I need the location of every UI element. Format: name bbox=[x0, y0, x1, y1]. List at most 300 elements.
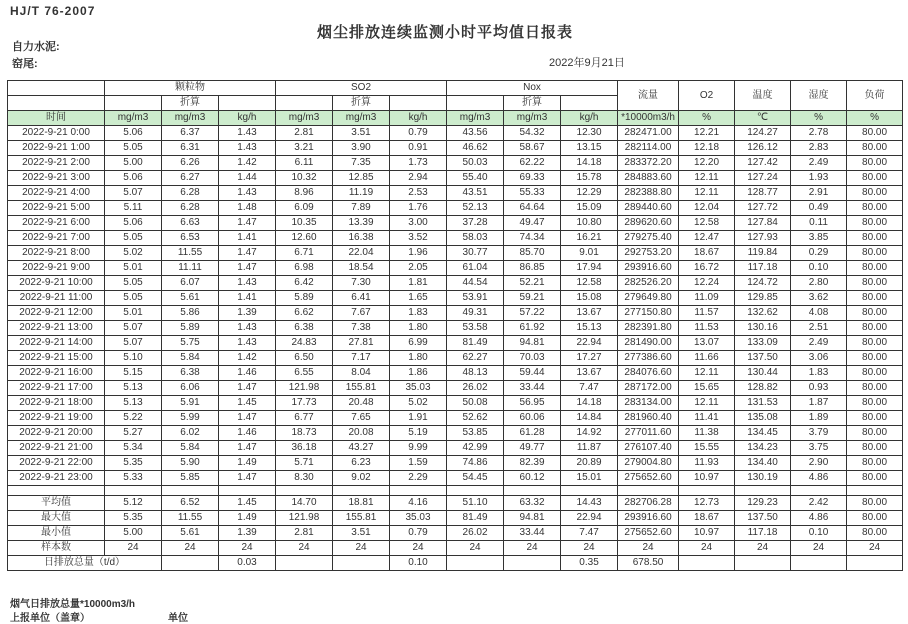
value-cell: 277386.60 bbox=[618, 351, 679, 366]
value-cell: 24 bbox=[390, 541, 447, 556]
spacer-cell bbox=[219, 486, 276, 496]
value-cell: 12.11 bbox=[679, 171, 735, 186]
value-cell: 121.98 bbox=[276, 381, 333, 396]
value-cell: 5.06 bbox=[105, 171, 162, 186]
value-cell: 1.87 bbox=[791, 396, 847, 411]
value-cell: 129.85 bbox=[735, 291, 791, 306]
value-cell: 8.30 bbox=[276, 471, 333, 486]
value-cell: 10.35 bbox=[276, 216, 333, 231]
value-cell: 5.07 bbox=[105, 186, 162, 201]
value-cell: 1.89 bbox=[791, 411, 847, 426]
value-cell: 14.70 bbox=[276, 496, 333, 511]
value-cell: 6.42 bbox=[276, 276, 333, 291]
value-cell: 15.55 bbox=[679, 441, 735, 456]
flue-gas-total-label: 烟气日排放总量*10000m3/h bbox=[10, 599, 136, 610]
value-cell: 3.51 bbox=[333, 526, 390, 541]
time-cell: 2022-9-21 6:00 bbox=[8, 216, 105, 231]
table-row bbox=[8, 246, 903, 261]
value-cell: 5.07 bbox=[105, 321, 162, 336]
table-row bbox=[8, 186, 903, 201]
value-cell: 94.81 bbox=[504, 511, 561, 526]
value-cell: 0.03 bbox=[219, 556, 276, 571]
value-cell: 80.00 bbox=[847, 351, 903, 366]
value-cell: 6.41 bbox=[333, 291, 390, 306]
time-cell: 2022-9-21 19:00 bbox=[8, 411, 105, 426]
time-cell: 2022-9-21 4:00 bbox=[8, 186, 105, 201]
value-cell: 1.43 bbox=[219, 186, 276, 201]
value-cell: 282391.80 bbox=[618, 321, 679, 336]
table-row bbox=[8, 336, 903, 351]
value-cell: 1.80 bbox=[390, 321, 447, 336]
value-cell: 282114.00 bbox=[618, 141, 679, 156]
value-cell: 5.89 bbox=[162, 321, 219, 336]
value-cell: 22.94 bbox=[561, 336, 618, 351]
time-cell: 2022-9-21 2:00 bbox=[8, 156, 105, 171]
value-cell: 3.51 bbox=[333, 126, 390, 141]
value-cell: 1.83 bbox=[791, 366, 847, 381]
value-cell: 80.00 bbox=[847, 396, 903, 411]
value-cell: 2.49 bbox=[791, 156, 847, 171]
value-cell: 13.39 bbox=[333, 216, 390, 231]
time-cell: 2022-9-21 8:00 bbox=[8, 246, 105, 261]
time-cell: 2022-9-21 1:00 bbox=[8, 141, 105, 156]
value-cell: 282388.80 bbox=[618, 186, 679, 201]
value-cell: 12.73 bbox=[679, 496, 735, 511]
value-cell: 5.35 bbox=[105, 456, 162, 471]
value-cell: 2.81 bbox=[276, 126, 333, 141]
time-cell: 2022-9-21 5:00 bbox=[8, 201, 105, 216]
value-cell: 6.09 bbox=[276, 201, 333, 216]
value-cell: 5.75 bbox=[162, 336, 219, 351]
value-cell: 80.00 bbox=[847, 291, 903, 306]
unit-label: 单位 bbox=[168, 613, 188, 624]
value-cell: 5.10 bbox=[105, 351, 162, 366]
value-cell: 43.27 bbox=[333, 441, 390, 456]
unit-header: kg/h bbox=[219, 111, 276, 126]
value-cell: 2.90 bbox=[791, 456, 847, 471]
value-cell: 43.51 bbox=[447, 186, 504, 201]
value-cell: 3.79 bbox=[791, 426, 847, 441]
value-cell: 0.79 bbox=[390, 526, 447, 541]
table-row bbox=[8, 351, 903, 366]
value-cell: 80.00 bbox=[847, 336, 903, 351]
value-cell: 6.71 bbox=[276, 246, 333, 261]
value-cell: 6.26 bbox=[162, 156, 219, 171]
value-cell: 5.05 bbox=[105, 291, 162, 306]
value-cell: 11.09 bbox=[679, 291, 735, 306]
unit-header: mg/m3 bbox=[333, 111, 390, 126]
value-cell: 1.44 bbox=[219, 171, 276, 186]
table-row bbox=[8, 216, 903, 231]
spacer-cell bbox=[8, 486, 105, 496]
table-header bbox=[8, 81, 903, 111]
value-cell: 10.80 bbox=[561, 216, 618, 231]
summary-row bbox=[8, 526, 903, 541]
value-cell: 5.22 bbox=[105, 411, 162, 426]
value-cell: 5.05 bbox=[105, 141, 162, 156]
value-cell: 52.13 bbox=[447, 201, 504, 216]
value-cell: 0.29 bbox=[791, 246, 847, 261]
value-cell: 10.32 bbox=[276, 171, 333, 186]
value-cell: 289440.60 bbox=[618, 201, 679, 216]
value-cell: 1.59 bbox=[390, 456, 447, 471]
value-cell: 5.06 bbox=[105, 216, 162, 231]
value-cell: 678.50 bbox=[618, 556, 679, 571]
value-cell: 20.08 bbox=[333, 426, 390, 441]
value-cell: 0.35 bbox=[561, 556, 618, 571]
spacer-cell bbox=[276, 486, 333, 496]
value-cell: 3.00 bbox=[390, 216, 447, 231]
value-cell: 1.47 bbox=[219, 261, 276, 276]
value-cell: 5.27 bbox=[105, 426, 162, 441]
value-cell: 2.42 bbox=[791, 496, 847, 511]
value-cell: 1.45 bbox=[219, 496, 276, 511]
value-cell: 135.08 bbox=[735, 411, 791, 426]
value-cell: 5.13 bbox=[105, 381, 162, 396]
value-cell: 5.00 bbox=[105, 526, 162, 541]
value-cell: 81.49 bbox=[447, 511, 504, 526]
value-cell: 10.97 bbox=[679, 471, 735, 486]
table-row bbox=[8, 441, 903, 456]
value-cell: 7.67 bbox=[333, 306, 390, 321]
value-cell: 2.49 bbox=[791, 336, 847, 351]
spacer-cell bbox=[735, 486, 791, 496]
spacer-cell bbox=[618, 486, 679, 496]
value-cell: 2.94 bbox=[390, 171, 447, 186]
value-cell: 7.30 bbox=[333, 276, 390, 291]
value-cell: 11.87 bbox=[561, 441, 618, 456]
value-cell: 3.75 bbox=[791, 441, 847, 456]
value-cell: 80.00 bbox=[847, 201, 903, 216]
value-cell: 0.10 bbox=[791, 526, 847, 541]
value-cell: 5.61 bbox=[162, 291, 219, 306]
value-cell: 1.45 bbox=[219, 396, 276, 411]
value-cell: 117.18 bbox=[735, 261, 791, 276]
value-cell: 3.21 bbox=[276, 141, 333, 156]
value-cell: 12.21 bbox=[679, 126, 735, 141]
group-header-particulate: 颗粒物 bbox=[105, 81, 276, 96]
converted-header-pm: 折算 bbox=[162, 96, 219, 111]
value-cell: 127.84 bbox=[735, 216, 791, 231]
value-cell: 80.00 bbox=[847, 471, 903, 486]
value-cell: 54.32 bbox=[504, 126, 561, 141]
value-cell: 50.03 bbox=[447, 156, 504, 171]
time-cell: 2022-9-21 11:00 bbox=[8, 291, 105, 306]
value-cell: 8.04 bbox=[333, 366, 390, 381]
value-cell: 6.37 bbox=[162, 126, 219, 141]
value-cell: 279004.80 bbox=[618, 456, 679, 471]
unit-header: kg/h bbox=[561, 111, 618, 126]
value-cell: 287172.00 bbox=[618, 381, 679, 396]
value-cell bbox=[735, 556, 791, 571]
value-cell: 18.81 bbox=[333, 496, 390, 511]
value-cell bbox=[847, 556, 903, 571]
unit-header: mg/m3 bbox=[447, 111, 504, 126]
table-row bbox=[8, 171, 903, 186]
value-cell: 1.80 bbox=[390, 351, 447, 366]
value-cell: 6.06 bbox=[162, 381, 219, 396]
value-cell: 80.00 bbox=[847, 246, 903, 261]
value-cell: 12.18 bbox=[679, 141, 735, 156]
value-cell: 14.92 bbox=[561, 426, 618, 441]
unit-header: mg/m3 bbox=[504, 111, 561, 126]
spacer-cell bbox=[390, 486, 447, 496]
value-cell: 24 bbox=[162, 541, 219, 556]
value-cell: 128.77 bbox=[735, 186, 791, 201]
value-cell: 24 bbox=[276, 541, 333, 556]
value-cell: 0.91 bbox=[390, 141, 447, 156]
value-cell: 12.47 bbox=[679, 231, 735, 246]
table-row bbox=[8, 291, 903, 306]
value-cell: 6.77 bbox=[276, 411, 333, 426]
value-cell bbox=[333, 556, 390, 571]
company-label: 自力水泥: bbox=[12, 41, 60, 53]
value-cell: 33.44 bbox=[504, 381, 561, 396]
spacer-cell bbox=[847, 486, 903, 496]
value-cell: 2.53 bbox=[390, 186, 447, 201]
value-cell: 1.91 bbox=[390, 411, 447, 426]
value-cell: 51.10 bbox=[447, 496, 504, 511]
value-cell: 5.85 bbox=[162, 471, 219, 486]
value-cell: 69.33 bbox=[504, 171, 561, 186]
table-row bbox=[8, 381, 903, 396]
summary-row bbox=[8, 496, 903, 511]
value-cell: 24 bbox=[679, 541, 735, 556]
value-cell: 6.28 bbox=[162, 201, 219, 216]
report-date: 2022年9月21日 bbox=[549, 57, 625, 69]
value-cell: 24 bbox=[618, 541, 679, 556]
time-cell: 2022-9-21 17:00 bbox=[8, 381, 105, 396]
time-header-blank bbox=[8, 81, 105, 96]
table-row bbox=[8, 471, 903, 486]
value-cell: 1.42 bbox=[219, 351, 276, 366]
time-cell: 2022-9-21 21:00 bbox=[8, 441, 105, 456]
value-cell: 63.32 bbox=[504, 496, 561, 511]
value-cell: 0.93 bbox=[791, 381, 847, 396]
value-cell bbox=[791, 556, 847, 571]
value-cell: 5.00 bbox=[105, 156, 162, 171]
value-cell: 18.67 bbox=[679, 246, 735, 261]
value-cell: 2.80 bbox=[791, 276, 847, 291]
value-cell: 80.00 bbox=[847, 231, 903, 246]
value-cell: 117.18 bbox=[735, 526, 791, 541]
time-cell: 2022-9-21 0:00 bbox=[8, 126, 105, 141]
value-cell: 283134.00 bbox=[618, 396, 679, 411]
value-cell: 16.21 bbox=[561, 231, 618, 246]
value-cell: 155.81 bbox=[333, 381, 390, 396]
value-cell: 1.39 bbox=[219, 306, 276, 321]
value-cell: 1.46 bbox=[219, 366, 276, 381]
value-cell: 5.05 bbox=[105, 276, 162, 291]
value-cell: 24.83 bbox=[276, 336, 333, 351]
table-row bbox=[8, 276, 903, 291]
value-cell: 12.29 bbox=[561, 186, 618, 201]
blank-cell bbox=[219, 96, 276, 111]
value-cell: 6.31 bbox=[162, 141, 219, 156]
summary-label: 平均值 bbox=[8, 496, 105, 511]
spacer-cell bbox=[162, 486, 219, 496]
value-cell: 12.11 bbox=[679, 366, 735, 381]
value-cell: 80.00 bbox=[847, 526, 903, 541]
summary-label: 最小值 bbox=[8, 526, 105, 541]
value-cell: 14.18 bbox=[561, 156, 618, 171]
load-header: 负荷 bbox=[847, 81, 903, 111]
unit-header: % bbox=[679, 111, 735, 126]
spacer-cell bbox=[504, 486, 561, 496]
summary-label: 日排放总量（t/d） bbox=[8, 556, 162, 571]
value-cell: 5.84 bbox=[162, 441, 219, 456]
value-cell: 5.19 bbox=[390, 426, 447, 441]
value-cell: 0.11 bbox=[791, 216, 847, 231]
value-cell: 61.28 bbox=[504, 426, 561, 441]
value-cell: 119.84 bbox=[735, 246, 791, 261]
value-cell: 80.00 bbox=[847, 156, 903, 171]
value-cell: 0.10 bbox=[390, 556, 447, 571]
value-cell: 11.93 bbox=[679, 456, 735, 471]
value-cell: 80.00 bbox=[847, 126, 903, 141]
value-cell: 80.00 bbox=[847, 171, 903, 186]
value-cell: 1.81 bbox=[390, 276, 447, 291]
value-cell: 4.86 bbox=[791, 511, 847, 526]
value-cell: 80.00 bbox=[847, 496, 903, 511]
converted-header-so2: 折算 bbox=[333, 96, 390, 111]
value-cell: 284076.60 bbox=[618, 366, 679, 381]
value-cell: 5.34 bbox=[105, 441, 162, 456]
value-cell: 6.02 bbox=[162, 426, 219, 441]
value-cell: 80.00 bbox=[847, 426, 903, 441]
value-cell: 5.61 bbox=[162, 526, 219, 541]
unit-header: *10000m3/h bbox=[618, 111, 679, 126]
reporting-unit-label: 上报单位（盖章） bbox=[10, 613, 90, 624]
value-cell: 44.54 bbox=[447, 276, 504, 291]
value-cell: 131.53 bbox=[735, 396, 791, 411]
value-cell: 2.78 bbox=[791, 126, 847, 141]
value-cell: 134.23 bbox=[735, 441, 791, 456]
value-cell: 26.02 bbox=[447, 526, 504, 541]
value-cell: 26.02 bbox=[447, 381, 504, 396]
value-cell: 16.38 bbox=[333, 231, 390, 246]
value-cell: 48.13 bbox=[447, 366, 504, 381]
value-cell: 1.49 bbox=[219, 456, 276, 471]
value-cell: 80.00 bbox=[847, 456, 903, 471]
value-cell: 127.24 bbox=[735, 171, 791, 186]
value-cell: 281490.00 bbox=[618, 336, 679, 351]
value-cell: 3.90 bbox=[333, 141, 390, 156]
value-cell: 3.62 bbox=[791, 291, 847, 306]
value-cell: 292753.20 bbox=[618, 246, 679, 261]
value-cell: 80.00 bbox=[847, 261, 903, 276]
value-cell: 59.44 bbox=[504, 366, 561, 381]
value-cell: 80.00 bbox=[847, 511, 903, 526]
spacer-cell bbox=[447, 486, 504, 496]
value-cell: 74.86 bbox=[447, 456, 504, 471]
value-cell: 22.04 bbox=[333, 246, 390, 261]
value-cell: 1.83 bbox=[390, 306, 447, 321]
unit-header: kg/h bbox=[390, 111, 447, 126]
value-cell: 18.54 bbox=[333, 261, 390, 276]
time-cell: 2022-9-21 14:00 bbox=[8, 336, 105, 351]
value-cell: 80.00 bbox=[847, 306, 903, 321]
table-row bbox=[8, 366, 903, 381]
value-cell: 277150.80 bbox=[618, 306, 679, 321]
value-cell: 5.02 bbox=[390, 396, 447, 411]
value-cell: 56.95 bbox=[504, 396, 561, 411]
value-cell: 124.72 bbox=[735, 276, 791, 291]
value-cell: 5.02 bbox=[105, 246, 162, 261]
value-cell: 5.91 bbox=[162, 396, 219, 411]
blank-cell bbox=[276, 96, 333, 111]
value-cell: 55.40 bbox=[447, 171, 504, 186]
value-cell: 6.52 bbox=[162, 496, 219, 511]
value-cell: 33.44 bbox=[504, 526, 561, 541]
value-cell: 1.49 bbox=[219, 511, 276, 526]
value-cell: 2.29 bbox=[390, 471, 447, 486]
o2-header: O2 bbox=[679, 81, 735, 111]
value-cell: 279649.80 bbox=[618, 291, 679, 306]
value-cell: 1.42 bbox=[219, 156, 276, 171]
value-cell: 4.86 bbox=[791, 471, 847, 486]
spacer-cell bbox=[791, 486, 847, 496]
value-cell: 3.06 bbox=[791, 351, 847, 366]
value-cell: 9.02 bbox=[333, 471, 390, 486]
value-cell: 1.93 bbox=[791, 171, 847, 186]
value-cell: 0.79 bbox=[390, 126, 447, 141]
value-cell: 5.12 bbox=[105, 496, 162, 511]
value-cell: 61.92 bbox=[504, 321, 561, 336]
value-cell: 11.38 bbox=[679, 426, 735, 441]
value-cell: 24 bbox=[504, 541, 561, 556]
value-cell: 11.57 bbox=[679, 306, 735, 321]
value-cell: 0.49 bbox=[791, 201, 847, 216]
table-row bbox=[8, 396, 903, 411]
unit-header: % bbox=[791, 111, 847, 126]
time-cell: 2022-9-21 22:00 bbox=[8, 456, 105, 471]
value-cell: 283372.20 bbox=[618, 156, 679, 171]
value-cell: 11.66 bbox=[679, 351, 735, 366]
value-cell: 4.08 bbox=[791, 306, 847, 321]
value-cell: 80.00 bbox=[847, 216, 903, 231]
summary-label: 样本数 bbox=[8, 541, 105, 556]
table-row bbox=[8, 156, 903, 171]
blank-cell bbox=[390, 96, 447, 111]
unit-header: ℃ bbox=[735, 111, 791, 126]
value-cell: 24 bbox=[333, 541, 390, 556]
blank-cell bbox=[561, 96, 618, 111]
time-cell: 2022-9-21 9:00 bbox=[8, 261, 105, 276]
value-cell: 130.44 bbox=[735, 366, 791, 381]
value-cell: 61.04 bbox=[447, 261, 504, 276]
value-cell: 13.15 bbox=[561, 141, 618, 156]
value-cell: 289620.60 bbox=[618, 216, 679, 231]
value-cell: 155.81 bbox=[333, 511, 390, 526]
value-cell: 15.78 bbox=[561, 171, 618, 186]
value-cell: 2.83 bbox=[791, 141, 847, 156]
value-cell: 13.07 bbox=[679, 336, 735, 351]
value-cell: 1.47 bbox=[219, 216, 276, 231]
value-cell: 12.58 bbox=[679, 216, 735, 231]
value-cell: 7.38 bbox=[333, 321, 390, 336]
value-cell: 85.70 bbox=[504, 246, 561, 261]
time-cell: 2022-9-21 7:00 bbox=[8, 231, 105, 246]
value-cell: 293916.60 bbox=[618, 511, 679, 526]
value-cell: 15.01 bbox=[561, 471, 618, 486]
summary-row bbox=[8, 511, 903, 526]
value-cell: 35.03 bbox=[390, 381, 447, 396]
report-table bbox=[7, 80, 903, 571]
flow-header: 流量 bbox=[618, 81, 679, 111]
value-cell: 137.50 bbox=[735, 511, 791, 526]
value-cell: 42.99 bbox=[447, 441, 504, 456]
